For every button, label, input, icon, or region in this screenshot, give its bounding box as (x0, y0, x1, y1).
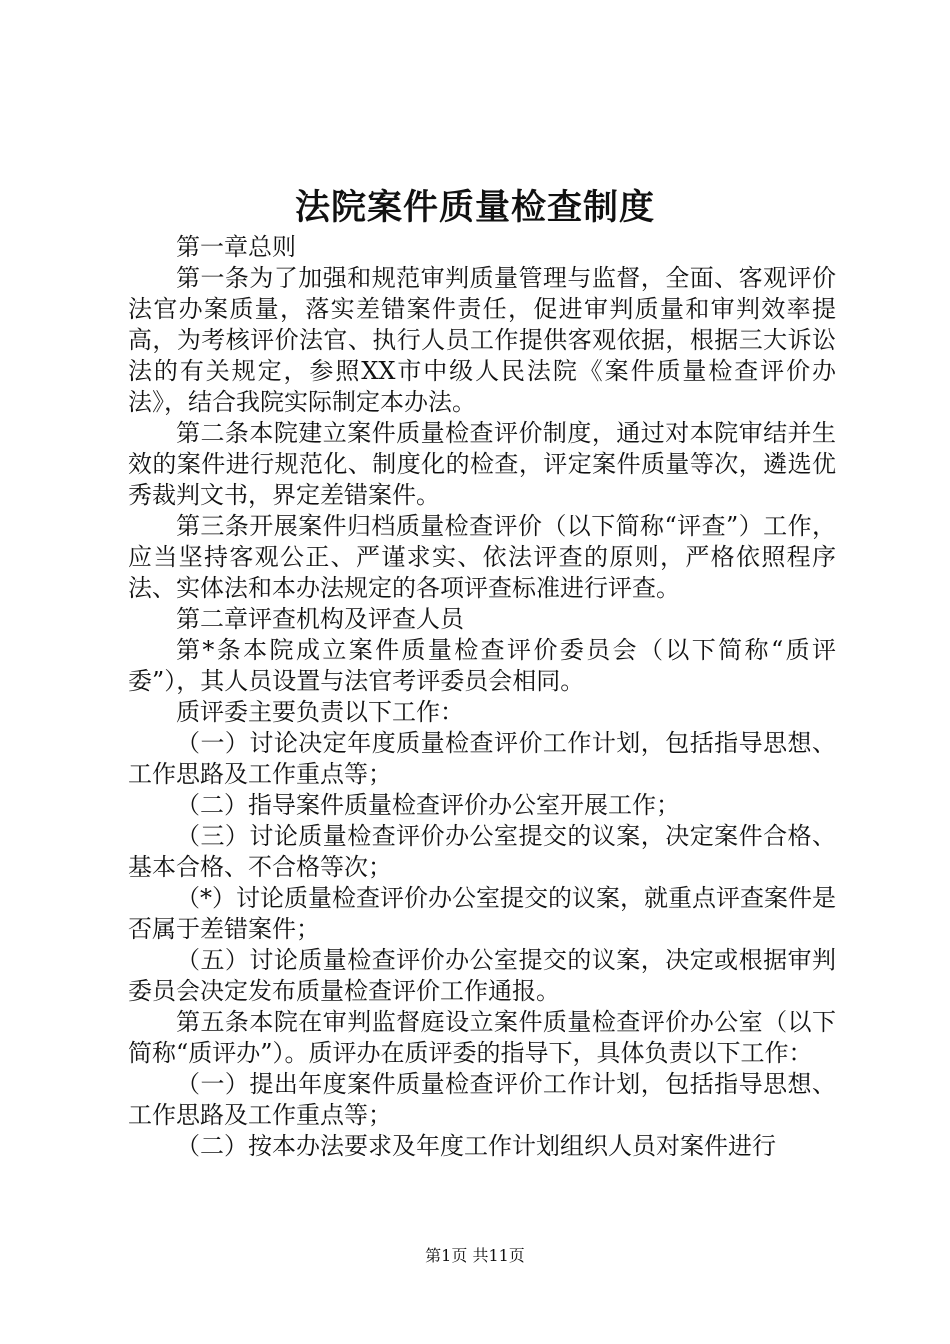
article-paragraph: 第五条本院在审判监督庭设立案件质量检查评价办公室（以下简称“质评办”）。质评办在质评委的指导下，具体负责以下工作： (128, 1008, 836, 1067)
article-paragraph: 第三条开展案件归档质量检查评价（以下简称“评查”）工作，应当坚持客观公正、严谨求实、依法评查的原则，严格依照程序法、实体法和本办法规定的各项评查标准进行评查。 (128, 512, 836, 602)
list-item-paragraph: （一）提出年度案件质量检查评价工作计划，包括指导思想、工作思路及工作重点等； (128, 1070, 836, 1129)
article-paragraph: 第二条本院建立案件质量检查评价制度，通过对本院审结并生效的案件进行规范化、制度化的检查，评定案件质量等次，遴选优秀裁判文书，界定差错案件。 (128, 419, 836, 509)
page-number-footer: 第1页 共11页 (425, 1246, 525, 1265)
article-paragraph: 第*条本院成立案件质量检查评价委员会（以下简称“质评委”），其人员设置与法官考评委员会相同。 (128, 636, 836, 695)
list-item-paragraph: （*）讨论质量检查评价办公室提交的议案，就重点评查案件是否属于差错案件； (128, 884, 836, 943)
list-item-paragraph: （二）指导案件质量检查评价办公室开展工作； (176, 791, 680, 819)
chapter-heading: 第二章评查机构及评查人员 (176, 605, 464, 633)
article-paragraph: 质评委主要负责以下工作： (176, 698, 464, 726)
list-item-paragraph: （二）按本办法要求及年度工作计划组织人员对案件进行 (176, 1132, 776, 1160)
article-paragraph: 第一条为了加强和规范审判质量管理与监督，全面、客观评价法官办案质量，落实差错案件责任，促进审判质量和审判效率提高，为考核评价法官、执行人员工作提供客观依据，根据三大诉讼法的有关规定，参照XX市中级人民法院《案件质量检查评价办法》，结合我院实际制定本办法。 (128, 264, 836, 416)
list-item-paragraph: （五）讨论质量检查评价办公室提交的议案，决定或根据审判委员会决定发布质量检查评价工作通报。 (128, 946, 836, 1005)
list-item-paragraph: （三）讨论质量检查评价办公室提交的议案，决定案件合格、基本合格、不合格等次； (128, 822, 836, 881)
document-title: 法院案件质量检查制度 (294, 187, 655, 228)
list-item-paragraph: （一）讨论决定年度质量检查评价工作计划，包括指导思想、工作思路及工作重点等； (128, 729, 836, 788)
chapter-heading: 第一章总则 (176, 233, 296, 261)
document-body (128, 232, 836, 1162)
